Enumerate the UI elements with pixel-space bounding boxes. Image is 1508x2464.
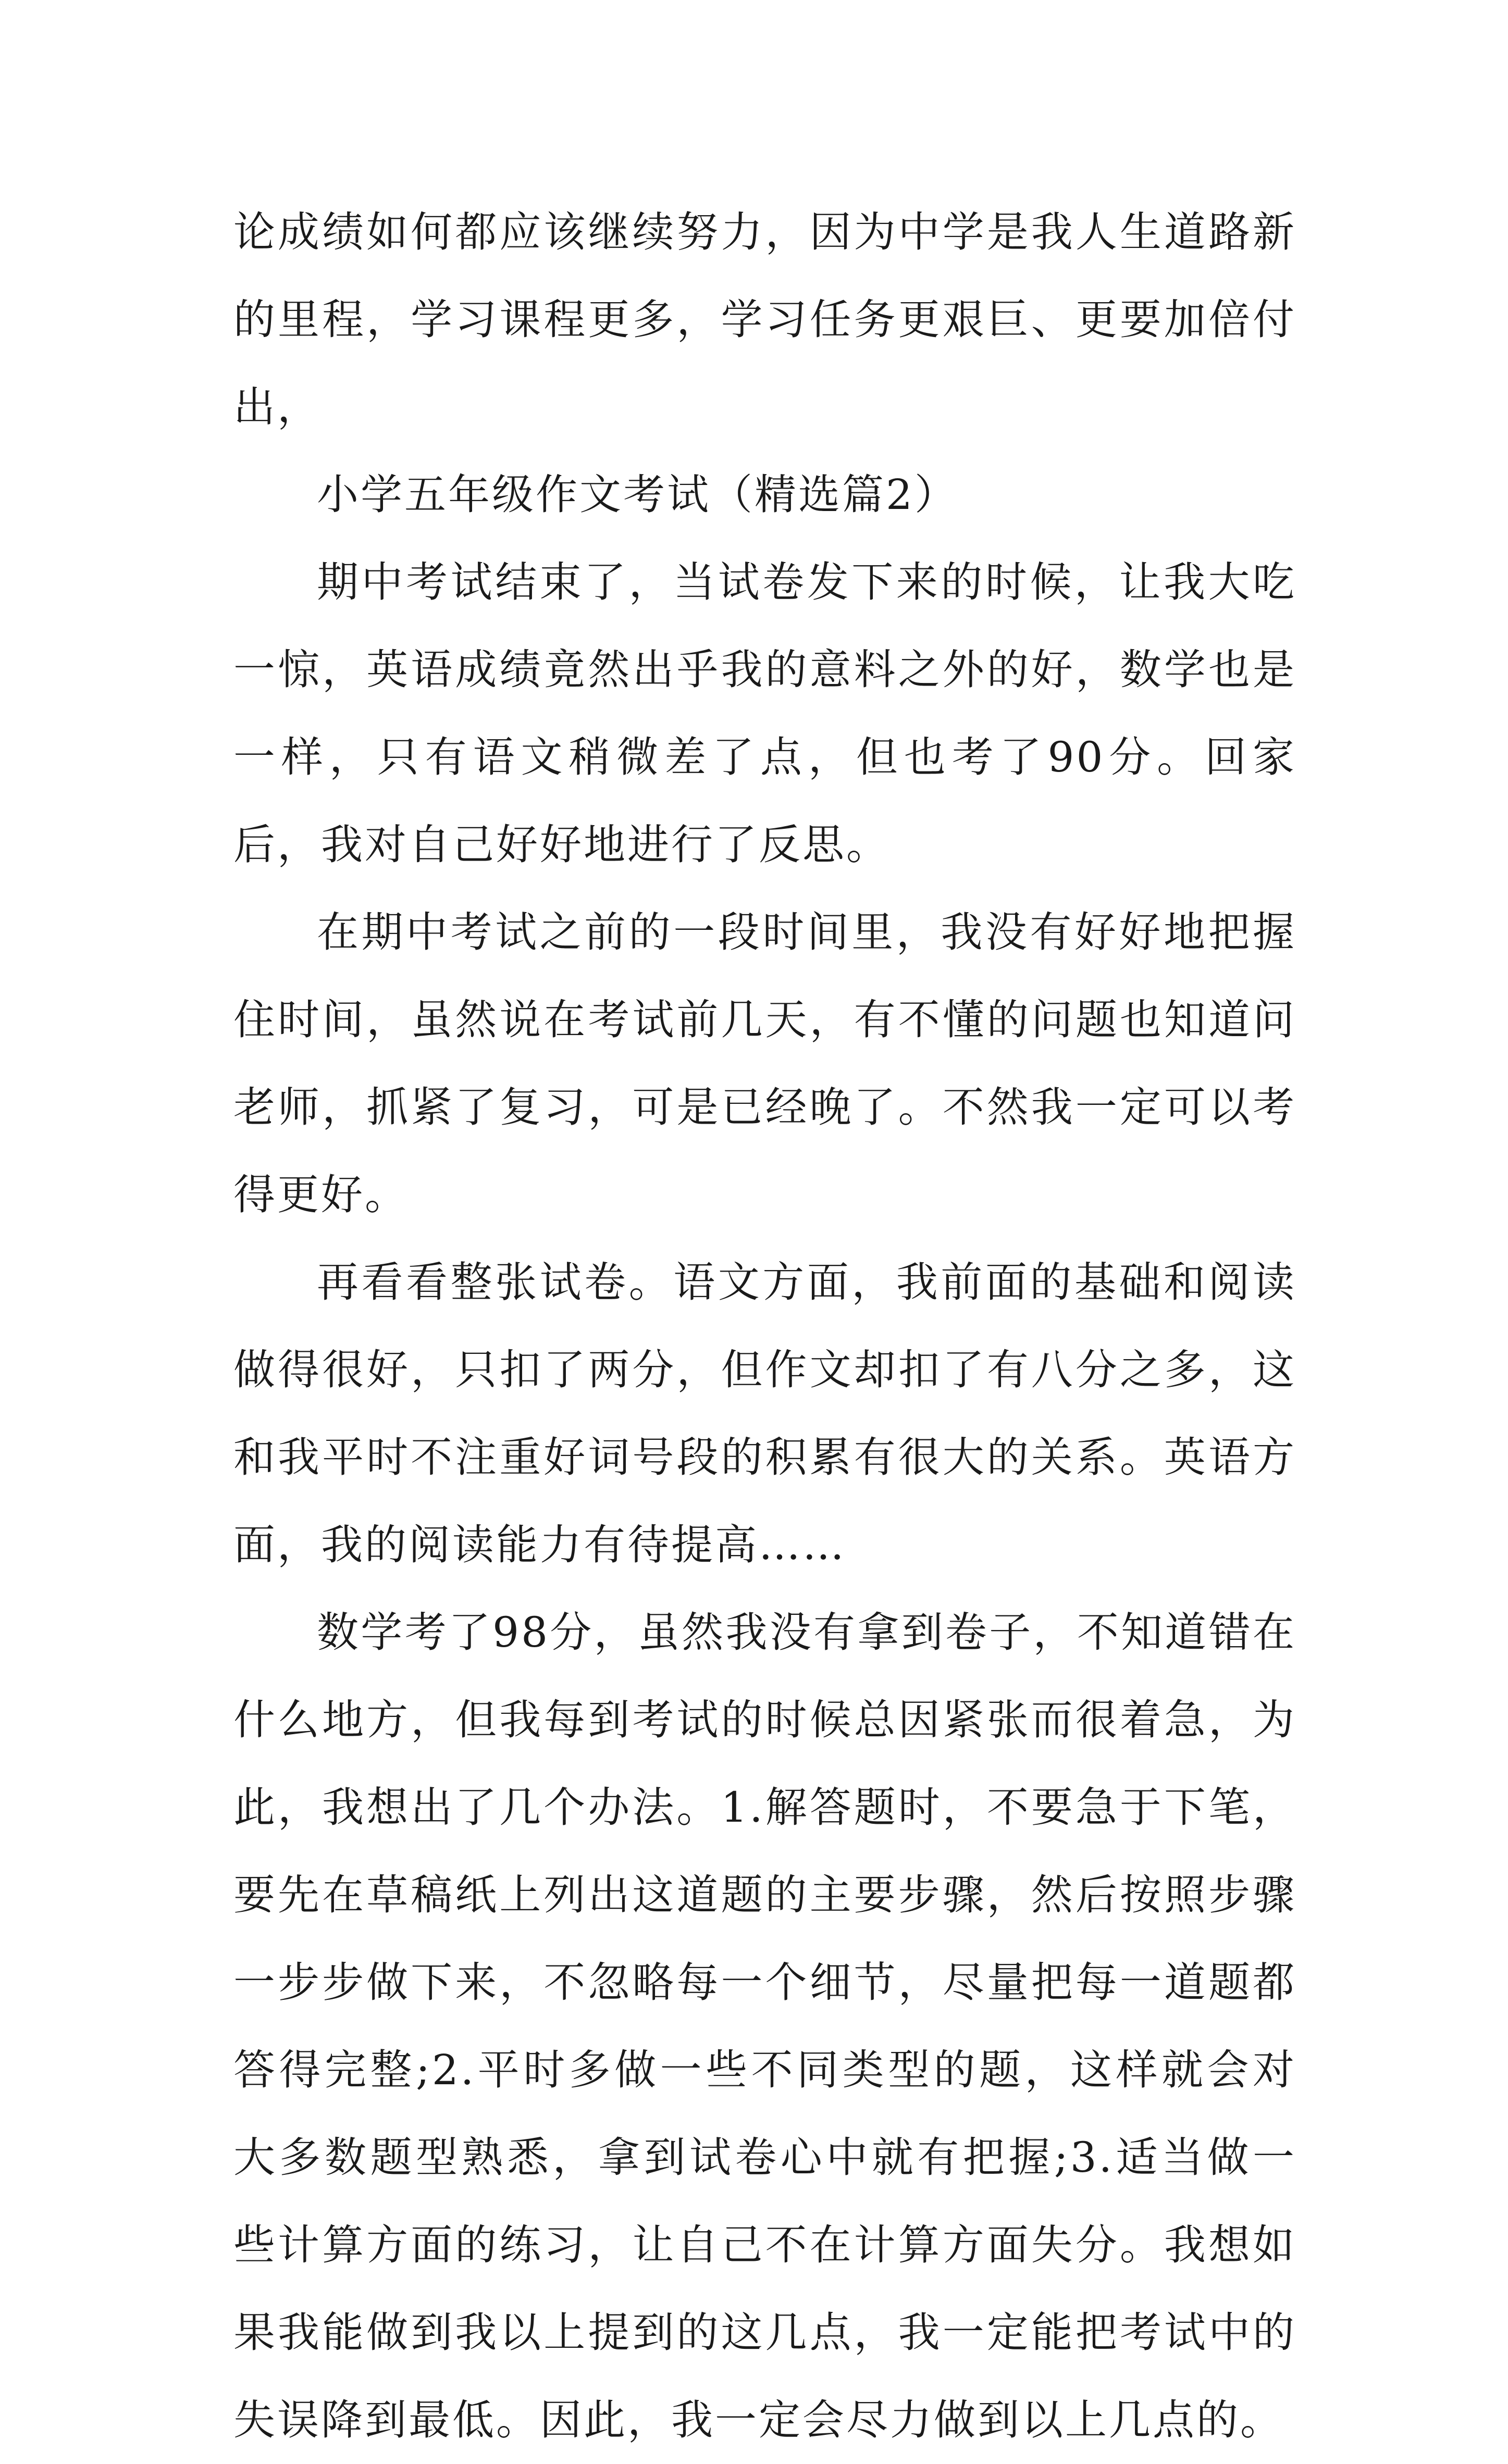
- paragraph: 期中考试结束了，当试卷发下来的时候，让我大吃一惊，英语成绩竟然出乎我的意料之外的好，数学也是一样，只有语文稍微差了点，但也考了90分。回家后，我对自己好好地进行了反思。: [233, 558, 1296, 869]
- document-body: [233, 189, 1296, 2464]
- paragraph: 在期中考试之前的一段时间里，我没有好好地把握住时间，虽然说在考试前几天，有不懂的问题也知道问老师，抓紧了复习，可是已经晚了。不然我一定可以考得更好。: [233, 908, 1296, 1219]
- paragraph-continuation: 论成绩如何都应该继续努力，因为中学是我人生道路新的里程，学习课程更多，学习任务更艰巨、更要加倍付出，: [233, 208, 1296, 431]
- paragraph: 数学考了98分，虽然我没有拿到卷子，不知道错在什么地方，但我每到考试的时候总因紧张而很着急，为此，我想出了几个办法。1.解答题时，不要急于下笔，要先在草稿纸上列出这道题的主要步骤，然后按照步骤一步步做下来，不忽略每一个细节，尽量把每一道题都答得完整;2.平时多做一些不同类型的题，这样就会对大多数题型熟悉，拿到试卷心中就有把握;3.适当做一些计算方面的练习，让自己不在计算方面失分。我想如果我能做到我以上提到的这几点，我一定能把考试中的失误降到最低。因此，我一定会尽力做到以上几点的。: [233, 1608, 1296, 2444]
- section-heading: 小学五年级作文考试（精选篇2）: [317, 470, 958, 519]
- paragraph: 再看看整张试卷。语文方面，我前面的基础和阅读做得很好，只扣了两分，但作文却扣了有八分之多，这和我平时不注重好词号段的积累有很大的关系。英语方面，我的阅读能力有待提高……: [233, 1258, 1296, 1569]
